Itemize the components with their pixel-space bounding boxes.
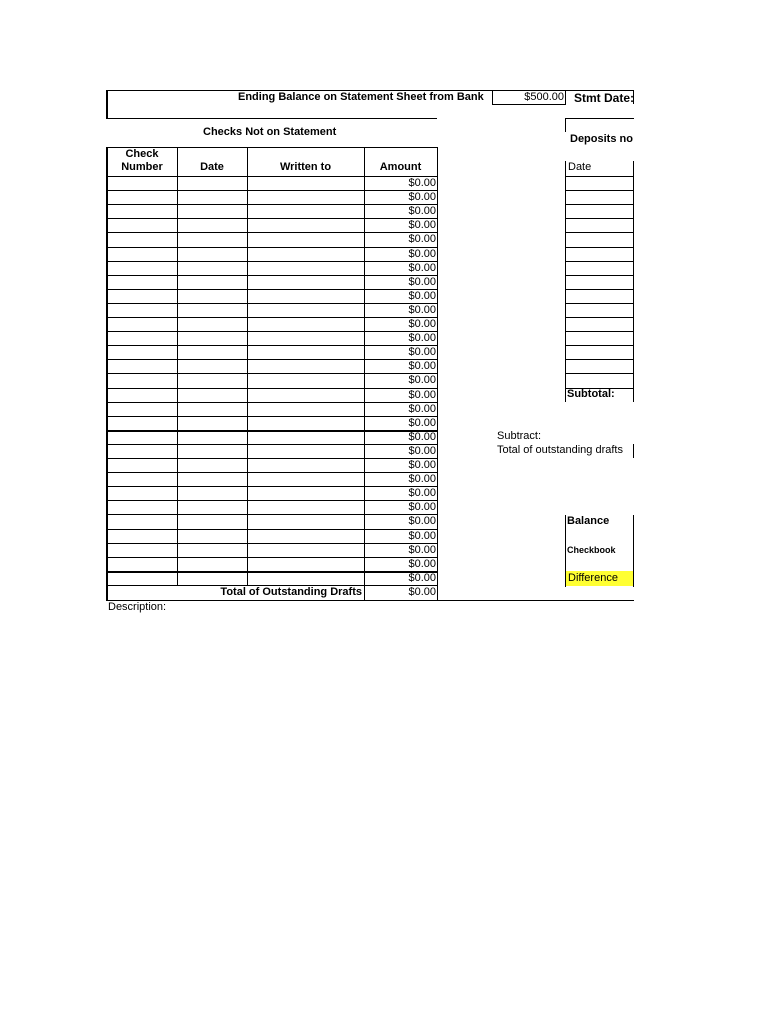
- check-row-amount[interactable]: $0.00: [408, 177, 436, 189]
- check-row-amount[interactable]: $0.00: [408, 515, 436, 527]
- deposit-row[interactable]: [565, 275, 633, 276]
- deposit-row[interactable]: [565, 261, 633, 262]
- check-row-amount[interactable]: $0.00: [408, 558, 436, 570]
- deposit-row[interactable]: [565, 218, 633, 219]
- check-row-amount[interactable]: $0.00: [408, 389, 436, 401]
- subtract-label: Subtract:: [497, 430, 542, 442]
- deposit-row[interactable]: [565, 317, 633, 318]
- check-row-amount[interactable]: $0.00: [408, 276, 436, 288]
- deposits-date-header: Date: [568, 161, 592, 173]
- col-check-number: Check Number: [121, 148, 163, 173]
- check-row-amount[interactable]: $0.00: [408, 262, 436, 274]
- check-row-amount[interactable]: $0.00: [408, 530, 436, 542]
- table-column-divider: [437, 147, 438, 600]
- stmt-date-label: Stmt Date:: [574, 91, 635, 105]
- table-column-divider: [247, 147, 248, 585]
- col-written-to: Written to: [279, 161, 332, 173]
- check-row-amount[interactable]: $0.00: [408, 431, 436, 443]
- ending-balance-value[interactable]: $500.00: [524, 91, 564, 103]
- table-column-divider: [177, 147, 178, 585]
- check-row-amount[interactable]: $0.00: [408, 318, 436, 330]
- check-row-amount[interactable]: $0.00: [408, 346, 436, 358]
- check-row-amount[interactable]: $0.00: [408, 290, 436, 302]
- check-row-amount[interactable]: $0.00: [408, 572, 436, 584]
- description-label: Description:: [108, 601, 167, 613]
- deposit-row[interactable]: [565, 331, 633, 332]
- check-row-amount[interactable]: $0.00: [408, 403, 436, 415]
- deposit-row[interactable]: [565, 204, 633, 205]
- balance-label: Balance: [567, 515, 610, 527]
- deposit-row[interactable]: [565, 345, 633, 346]
- deposit-row[interactable]: [565, 232, 633, 233]
- check-row-amount[interactable]: $0.00: [408, 487, 436, 499]
- deposit-row[interactable]: [565, 359, 633, 360]
- check-row-amount[interactable]: $0.00: [408, 248, 436, 260]
- total-outstanding-label: Total of Outstanding Drafts: [220, 586, 362, 598]
- check-row-amount[interactable]: $0.00: [408, 219, 436, 231]
- outstanding-drafts-label: Total of outstanding drafts: [497, 444, 623, 456]
- check-row-amount[interactable]: $0.00: [408, 304, 436, 316]
- deposit-row[interactable]: [565, 190, 633, 191]
- bottom-rule: [106, 600, 634, 601]
- check-row-amount[interactable]: $0.00: [408, 459, 436, 471]
- check-row-amount[interactable]: $0.00: [408, 360, 436, 372]
- deposit-row[interactable]: [565, 247, 633, 248]
- difference-label: Difference: [568, 572, 618, 584]
- checks-title: Checks Not on Statement: [203, 126, 337, 138]
- check-row-amount[interactable]: $0.00: [408, 191, 436, 203]
- ending-balance-label: Ending Balance on Statement Sheet from Bank: [238, 91, 484, 103]
- col-amount: Amount: [379, 161, 422, 173]
- deposit-row[interactable]: [565, 303, 633, 304]
- checkbook-label: Checkbook: [567, 545, 616, 555]
- check-row-amount[interactable]: $0.00: [408, 205, 436, 217]
- col-date: Date: [200, 161, 224, 173]
- check-row-amount[interactable]: $0.00: [408, 374, 436, 386]
- deposit-row[interactable]: [565, 373, 633, 374]
- check-row-amount[interactable]: $0.00: [408, 233, 436, 245]
- check-row-amount[interactable]: $0.00: [408, 544, 436, 556]
- check-row-amount[interactable]: $0.00: [408, 501, 436, 513]
- total-outstanding-value: $0.00: [408, 586, 436, 598]
- deposit-row[interactable]: [565, 289, 633, 290]
- check-row-amount[interactable]: $0.00: [408, 445, 436, 457]
- deposits-subtotal-label: Subtotal:: [567, 388, 615, 400]
- deposits-title: Deposits no: [570, 133, 633, 145]
- check-row-amount[interactable]: $0.00: [408, 417, 436, 429]
- check-row-amount[interactable]: $0.00: [408, 473, 436, 485]
- deposit-row[interactable]: [565, 176, 633, 177]
- check-row-amount[interactable]: $0.00: [408, 332, 436, 344]
